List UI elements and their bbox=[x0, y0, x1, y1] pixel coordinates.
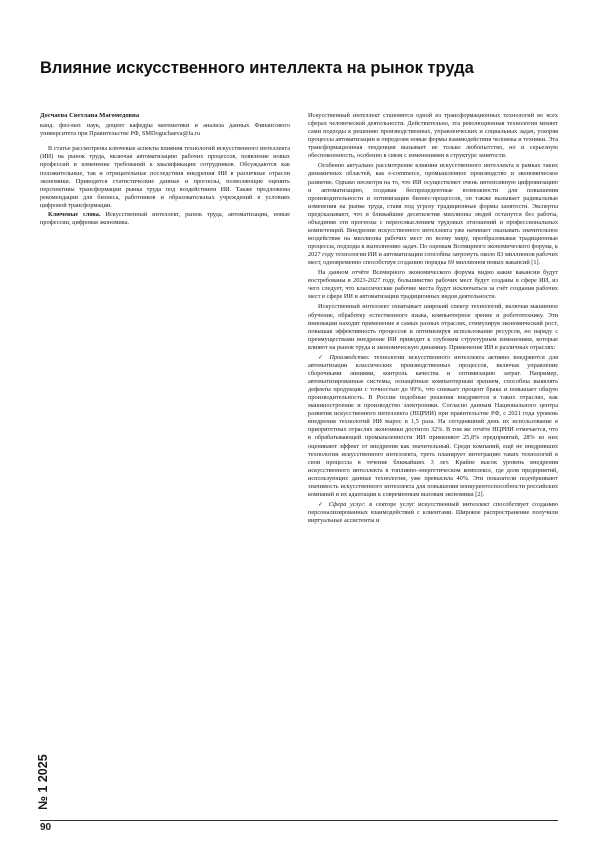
author-affiliation: канд. физ-мат. наук, доцент кафедры математики и анализа данных Финансового университета при Правительстве РФ, SMDoguchaeva@fa.ru bbox=[40, 121, 290, 137]
body-paragraph-4: Искусственный интеллект охватывает широкий спектр технологий, включая машинное обучение, обработку естественного языка, компьютерное зрение и робототехнику. Эти инновации находят применение в самых разных отраслях, стимулируя экономический рост, повышая эффективность процессов и оптимизируя использование ресурсов, но наряду с преимуществами внедрение ИИ приводит к глубоким структурным изменениям, которые влияют на рынок труда и экономическую динамику. Применение ИИ в различных отраслях: bbox=[308, 303, 558, 351]
bullet-services-label: Сфера услуг: bbox=[328, 500, 366, 508]
footer-divider bbox=[40, 820, 558, 821]
author-name: Досчаева Светлана Магомедовна bbox=[40, 112, 140, 119]
body-paragraph-1: Искусственный интеллект становится одной из трансформационных технологий во всех сферах человеческой деятельности. Действительно, эта революционная технология меняет сами подходы к решению производственных, управленческих и социальных задач, ускоряя процессы автоматизации и определяя новые формы взаимодействия человека и техники. Эта трансформационная тенденция вызывает не только любопытство, но и серьезную обеспокоенность, особенно в связи с изменениями в структуре занятости. bbox=[308, 112, 558, 160]
left-column bbox=[40, 112, 290, 227]
check-mark-icon: ✓ bbox=[318, 353, 326, 361]
body-paragraph-2: Особенно актуально рассмотрение влияния искусственного интеллекта в рамках таких динамичных областей, как e-commerce, промышленное производство и экономическое развитие. Однако несмотря на то, что ИИ осуществляет очень интенсивную цифровизацию и автоматизацию, создавая беспрецедентные возможности для повышения производительности и оптимизации бизнес-процессов, он также вызывает радикальные изменения на рынке труда, ставя под угрозу традиционные формы занятости. Эксперты предсказывают, что в ближайшие десятилетия миллионы людей останутся без работы, объединяя эти прогнозы с переосмыслением трудовых отношений и профессиональных компетенций. Внедрение искусственного интеллекта уже начинает оказывать значительное воздействие на миллионы рабочих мест по всему миру, преобразовывая традиционные процессы, подходы к выполнению задач. По оценкам Всемирного экономического форума, к 2027 году технологии ИИ и автоматизации способны затронуть около 83 миллионов рабочих мест, одновременно способствуя созданию порядка 69 миллионов новых вакансий [1]. bbox=[308, 162, 558, 267]
issue-number bbox=[34, 752, 50, 810]
bullet-services-text: в секторе услуг искусственный интеллект способствует созданию персонализированных взаимодействий с клиентами. Широкое распространение получили виртуальные ассистенты и bbox=[308, 500, 559, 525]
keywords-label: Ключевые слова. bbox=[48, 210, 101, 218]
page-number: 90 bbox=[40, 822, 52, 833]
issue-number-text: № 1 2025 bbox=[36, 754, 50, 810]
body-paragraph-3: На данном отчёте Всемирного экономического форума видно какие вакансии будут востребованы в 2023-2027 году, большинство рабочих мест будут созданы в сфере ИИ, из чего следует, что классические рабочие места будут исключаться за счёт создания рабочих мест в сфере ИИ и автоматизации традиционных видов деятельности. bbox=[308, 269, 558, 301]
bullet-production bbox=[308, 354, 558, 499]
keywords bbox=[40, 211, 290, 227]
bullet-services bbox=[308, 501, 558, 525]
check-mark-icon: ✓ bbox=[318, 500, 326, 508]
abstract: В статье рассмотрены ключевые аспекты влияния технологий искусственного интеллекта (ИИ) на рынок труда, включая автоматизацию рабочих процессов, появление новых профессий и изменение требований к квалификации сотрудников. Обсуждаются как положительные, так и отрицательные последствия внедрения ИИ в различные отрасли экономики. Приводятся статистические данные и прогнозы, позволяющие оценить перспективы трансформации рынка труда под воздействием ИИ. Также предложены рекомендации для бизнеса, работников и образовательных учреждений в условиях цифровой трансформации. bbox=[40, 145, 290, 210]
keywords-text: Искусственный интеллект, рынок труда, автоматизация, новые профессии, цифровая экономика. bbox=[40, 210, 290, 226]
right-column bbox=[308, 112, 558, 525]
bullet-production-text: технологии искусственного интеллекта активно внедряются для автоматизации классических производственных процессов, включая управление сборочными линиями, контроль качества и оптимизацию затрат. Например, автоматизированные системы, оснащённые компьютерным зрением, способны выявлять дефекты продукции с точностью до 99%, что снижает процент брака и повышает общую производительность. В России подобные решения внедряются в таких отраслях, как машиностроение и производство электроники. Согласно данным Национального центра развития искусственного интеллекта (НЦРИИ) при правительстве РФ, с 2021 года уровень внедрения технологий ИИ вырос в 1,5 раза. На сегодняшний день их использование в приоритетных отраслях экономики достигло 32%. В том же отчёте НЦРИИ отмечается, что в обрабатывающей промышленности ИИ применяют 25,8% предприятий, 28% из них оценивают эффект от внедрения как значительный. Среди компаний, ещё не внедривших технологии искусственного интеллекта, треть планирует интеграцию таких технологий в свои процессы в течение ближайших 3 лет. Крайне высок уровень внедрения искусственного интеллекта в топливно-энергетическом комплексе, где доля предприятий, использующих данные технологии, уже превысила 40%. Эти показатели подчёркивают значимость искусственного интеллекта для повышения конкурентоспособности российских компаний и их адаптации к современным вызовам экономики [2]. bbox=[308, 353, 559, 498]
article-title: Влияние искусственного интеллекта на рынок труда bbox=[40, 59, 474, 77]
bullet-production-label: Производство: bbox=[329, 353, 370, 361]
